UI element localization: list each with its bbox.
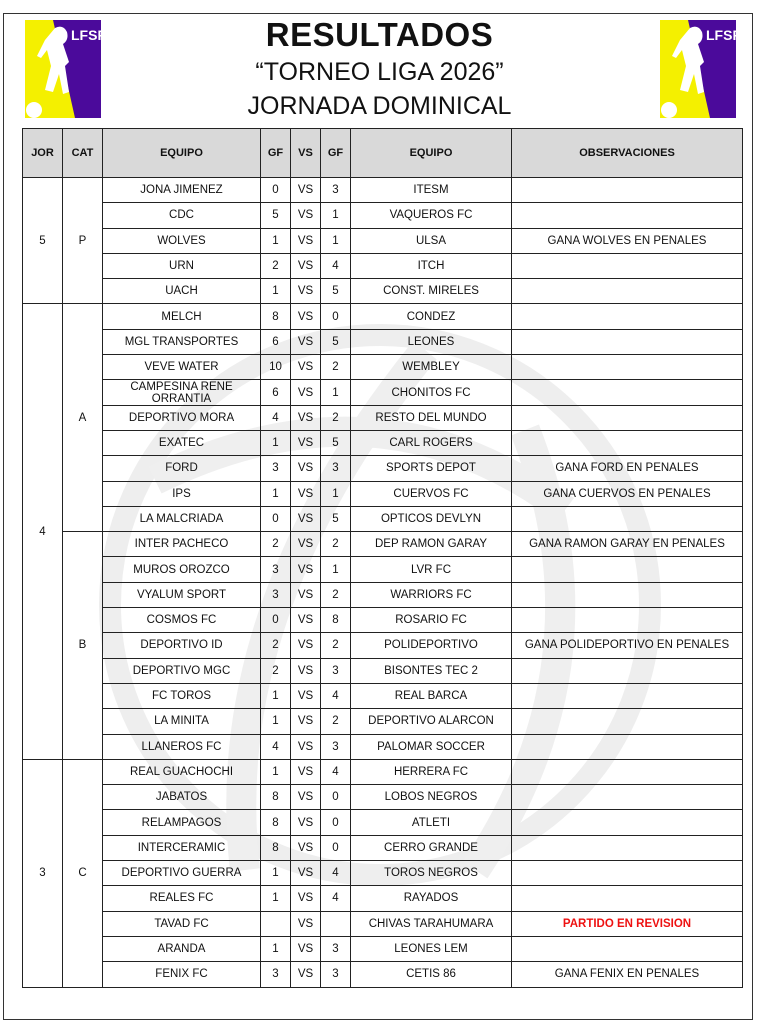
- table-row: [23, 430, 743, 455]
- vs-label: VS: [291, 304, 321, 329]
- observation: [512, 506, 743, 531]
- table-row: [23, 279, 743, 304]
- home-goals: 8: [261, 835, 291, 860]
- table-row: [23, 506, 743, 531]
- table-row: [23, 355, 743, 380]
- vs-label: VS: [291, 835, 321, 860]
- table-row: [23, 785, 743, 810]
- vs-label: VS: [291, 228, 321, 253]
- tournament-name: “TORNEO LIGA 2026”: [255, 58, 504, 86]
- home-team: IPS: [103, 481, 261, 506]
- home-goals: 8: [261, 785, 291, 810]
- home-team: MUROS OROZCO: [103, 557, 261, 582]
- observation: [512, 785, 743, 810]
- away-goals: 1: [321, 228, 351, 253]
- table-row: [23, 886, 743, 911]
- observation: [512, 355, 743, 380]
- vs-label: VS: [291, 658, 321, 683]
- table-row: [23, 456, 743, 481]
- away-goals: 2: [321, 532, 351, 557]
- away-team: LOBOS NEGROS: [351, 785, 512, 810]
- away-team: CETIS 86: [351, 962, 512, 987]
- home-team: EXATEC: [103, 430, 261, 455]
- vs-label: VS: [291, 582, 321, 607]
- observation: [512, 835, 743, 860]
- col-away-team: EQUIPO: [351, 129, 512, 178]
- table-row: [23, 178, 743, 203]
- observation: [512, 279, 743, 304]
- home-team: WOLVES: [103, 228, 261, 253]
- away-goals: 5: [321, 279, 351, 304]
- observation: [512, 683, 743, 708]
- table-row: [23, 962, 743, 987]
- vs-label: VS: [291, 456, 321, 481]
- away-team: CERRO GRANDE: [351, 835, 512, 860]
- away-goals: 4: [321, 886, 351, 911]
- away-goals: [321, 911, 351, 936]
- away-goals: 5: [321, 506, 351, 531]
- away-goals: 3: [321, 936, 351, 961]
- observation: [512, 557, 743, 582]
- away-goals: 4: [321, 861, 351, 886]
- table-row: [23, 658, 743, 683]
- away-goals: 5: [321, 329, 351, 354]
- away-team: RAYADOS: [351, 886, 512, 911]
- away-team: LVR FC: [351, 557, 512, 582]
- away-goals: 1: [321, 380, 351, 405]
- observation: [512, 203, 743, 228]
- home-team: MGL TRANSPORTES: [103, 329, 261, 354]
- home-goals: 3: [261, 582, 291, 607]
- away-goals: 3: [321, 734, 351, 759]
- observation: [512, 734, 743, 759]
- home-goals: 0: [261, 608, 291, 633]
- matchday-name: JORNADA DOMINICAL: [247, 92, 512, 120]
- vs-label: VS: [291, 253, 321, 278]
- observation: [512, 329, 743, 354]
- home-goals: 1: [261, 228, 291, 253]
- table-row: [23, 405, 743, 430]
- observation: [512, 810, 743, 835]
- home-team: LA MALCRIADA: [103, 506, 261, 531]
- home-team: FORD: [103, 456, 261, 481]
- col-cat: CAT: [63, 129, 103, 178]
- svg-text:LFSF: LFSF: [71, 27, 106, 43]
- home-team: INTER PACHECO: [103, 532, 261, 557]
- home-goals: 1: [261, 759, 291, 784]
- col-home-team: EQUIPO: [103, 129, 261, 178]
- home-goals: 3: [261, 456, 291, 481]
- page-title: RESULTADOS: [265, 16, 494, 53]
- table-row: [23, 861, 743, 886]
- home-team: JABATOS: [103, 785, 261, 810]
- observation: [512, 253, 743, 278]
- away-team: TOROS NEGROS: [351, 861, 512, 886]
- home-team: LA MINITA: [103, 709, 261, 734]
- away-team: LEONES: [351, 329, 512, 354]
- table-row: [23, 228, 743, 253]
- table-row: [23, 633, 743, 658]
- observation: [512, 936, 743, 961]
- home-goals: 1: [261, 279, 291, 304]
- away-team: LEONES LEM: [351, 936, 512, 961]
- col-jor: JOR: [23, 129, 63, 178]
- table-row: [23, 380, 743, 405]
- home-team: VEVE WATER: [103, 355, 261, 380]
- vs-label: VS: [291, 911, 321, 936]
- table-row: [23, 304, 743, 329]
- vs-label: VS: [291, 532, 321, 557]
- away-goals: 2: [321, 709, 351, 734]
- home-goals: 8: [261, 810, 291, 835]
- home-goals: 2: [261, 532, 291, 557]
- col-vs: VS: [291, 129, 321, 178]
- home-goals: 1: [261, 430, 291, 455]
- table-row: [23, 481, 743, 506]
- away-team: CONDEZ: [351, 304, 512, 329]
- vs-label: VS: [291, 962, 321, 987]
- home-goals: 2: [261, 253, 291, 278]
- away-team: POLIDEPORTIVO: [351, 633, 512, 658]
- home-goals: 8: [261, 304, 291, 329]
- home-goals: 1: [261, 481, 291, 506]
- table-row: [23, 810, 743, 835]
- home-team: COSMOS FC: [103, 608, 261, 633]
- home-goals: 1: [261, 886, 291, 911]
- observation: [512, 178, 743, 203]
- home-team: URN: [103, 253, 261, 278]
- home-goals: 6: [261, 329, 291, 354]
- home-goals: 1: [261, 683, 291, 708]
- away-team: RESTO DEL MUNDO: [351, 405, 512, 430]
- away-team: CONST. MIRELES: [351, 279, 512, 304]
- vs-label: VS: [291, 759, 321, 784]
- observation: GANA FENIX EN PENALES: [512, 962, 743, 987]
- vs-label: VS: [291, 279, 321, 304]
- observation: [512, 886, 743, 911]
- vs-label: VS: [291, 329, 321, 354]
- away-team: CHONITOS FC: [351, 380, 512, 405]
- table-row: [23, 759, 743, 784]
- table-row: [23, 203, 743, 228]
- home-goals: 0: [261, 178, 291, 203]
- observation: [512, 405, 743, 430]
- away-goals: 4: [321, 253, 351, 278]
- away-goals: 0: [321, 835, 351, 860]
- away-team: WEMBLEY: [351, 355, 512, 380]
- observation: [512, 759, 743, 784]
- home-team: LLANEROS FC: [103, 734, 261, 759]
- observation: PARTIDO EN REVISION: [512, 911, 743, 936]
- home-goals: 1: [261, 861, 291, 886]
- header-row: [23, 129, 743, 178]
- table-row: [23, 329, 743, 354]
- observation: GANA RAMON GARAY EN PENALES: [512, 532, 743, 557]
- vs-label: VS: [291, 936, 321, 961]
- away-goals: 3: [321, 962, 351, 987]
- home-team: VYALUM SPORT: [103, 582, 261, 607]
- table-row: [23, 936, 743, 961]
- vs-label: VS: [291, 178, 321, 203]
- home-goals: 4: [261, 405, 291, 430]
- observation: GANA FORD EN PENALES: [512, 456, 743, 481]
- observation: [512, 608, 743, 633]
- away-team: SPORTS DEPOT: [351, 456, 512, 481]
- table-row: [23, 532, 743, 557]
- vs-label: VS: [291, 430, 321, 455]
- home-team: CAMPESINA RENE ORRANTIA: [103, 380, 261, 405]
- away-team: HERRERA FC: [351, 759, 512, 784]
- home-goals: 3: [261, 557, 291, 582]
- observation: [512, 380, 743, 405]
- vs-label: VS: [291, 405, 321, 430]
- home-goals: 5: [261, 203, 291, 228]
- away-goals: 1: [321, 203, 351, 228]
- vs-label: VS: [291, 203, 321, 228]
- observation: [512, 658, 743, 683]
- home-team: INTERCERAMIC: [103, 835, 261, 860]
- category-cell: A: [63, 304, 103, 532]
- away-team: DEP RAMON GARAY: [351, 532, 512, 557]
- vs-label: VS: [291, 506, 321, 531]
- home-team: CDC: [103, 203, 261, 228]
- home-team: DEPORTIVO ID: [103, 633, 261, 658]
- col-observations: OBSERVACIONES: [512, 129, 743, 178]
- svg-text:LFSF: LFSF: [706, 27, 741, 43]
- jornada-cell: 5: [23, 178, 63, 304]
- away-goals: 5: [321, 430, 351, 455]
- vs-label: VS: [291, 380, 321, 405]
- observation: GANA WOLVES EN PENALES: [512, 228, 743, 253]
- away-goals: 3: [321, 178, 351, 203]
- vs-label: VS: [291, 734, 321, 759]
- away-goals: 4: [321, 759, 351, 784]
- table-row: [23, 557, 743, 582]
- home-team: REAL GUACHOCHI: [103, 759, 261, 784]
- home-goals: 0: [261, 506, 291, 531]
- away-goals: 0: [321, 785, 351, 810]
- home-team: JONA JIMENEZ: [103, 178, 261, 203]
- home-team: ARANDA: [103, 936, 261, 961]
- home-goals: 2: [261, 633, 291, 658]
- observation: GANA POLIDEPORTIVO EN PENALES: [512, 633, 743, 658]
- table-row: [23, 608, 743, 633]
- home-goals: 1: [261, 936, 291, 961]
- away-team: BISONTES TEC 2: [351, 658, 512, 683]
- away-goals: 2: [321, 582, 351, 607]
- table-row: [23, 709, 743, 734]
- away-team: PALOMAR SOCCER: [351, 734, 512, 759]
- observation: [512, 861, 743, 886]
- away-team: REAL BARCA: [351, 683, 512, 708]
- away-team: CUERVOS FC: [351, 481, 512, 506]
- vs-label: VS: [291, 709, 321, 734]
- away-goals: 8: [321, 608, 351, 633]
- vs-label: VS: [291, 683, 321, 708]
- home-goals: 2: [261, 658, 291, 683]
- vs-label: VS: [291, 886, 321, 911]
- vs-label: VS: [291, 557, 321, 582]
- home-team: UACH: [103, 279, 261, 304]
- col-home-goals: GF: [261, 129, 291, 178]
- home-team: FENIX FC: [103, 962, 261, 987]
- observation: GANA CUERVOS EN PENALES: [512, 481, 743, 506]
- away-team: ATLETI: [351, 810, 512, 835]
- away-goals: 2: [321, 633, 351, 658]
- away-team: ULSA: [351, 228, 512, 253]
- away-team: OPTICOS DEVLYN: [351, 506, 512, 531]
- jornada-cell: 3: [23, 759, 63, 987]
- vs-label: VS: [291, 785, 321, 810]
- table-row: [23, 911, 743, 936]
- home-goals: 4: [261, 734, 291, 759]
- home-goals: 3: [261, 962, 291, 987]
- home-team: DEPORTIVO MORA: [103, 405, 261, 430]
- home-goals: 10: [261, 355, 291, 380]
- table-row: [23, 835, 743, 860]
- away-goals: 3: [321, 658, 351, 683]
- away-goals: 1: [321, 481, 351, 506]
- home-team: DEPORTIVO MGC: [103, 658, 261, 683]
- vs-label: VS: [291, 861, 321, 886]
- away-goals: 4: [321, 683, 351, 708]
- vs-label: VS: [291, 633, 321, 658]
- away-goals: 3: [321, 456, 351, 481]
- vs-label: VS: [291, 810, 321, 835]
- home-team: REALES FC: [103, 886, 261, 911]
- away-team: CHIVAS TARAHUMARA: [351, 911, 512, 936]
- away-team: WARRIORS FC: [351, 582, 512, 607]
- away-team: ROSARIO FC: [351, 608, 512, 633]
- table-row: [23, 734, 743, 759]
- away-goals: 2: [321, 355, 351, 380]
- away-team: DEPORTIVO ALARCON: [351, 709, 512, 734]
- jornada-cell: 4: [23, 304, 63, 759]
- category-cell: C: [63, 759, 103, 987]
- vs-label: VS: [291, 355, 321, 380]
- home-team: FC TOROS: [103, 683, 261, 708]
- home-goals: 1: [261, 709, 291, 734]
- col-away-goals: GF: [321, 129, 351, 178]
- observation: [512, 582, 743, 607]
- away-team: CARL ROGERS: [351, 430, 512, 455]
- vs-label: VS: [291, 481, 321, 506]
- table-row: [23, 582, 743, 607]
- observation: [512, 430, 743, 455]
- home-goals: 6: [261, 380, 291, 405]
- results-table: [22, 128, 743, 988]
- away-goals: 2: [321, 405, 351, 430]
- results-body: [23, 178, 743, 988]
- away-goals: 0: [321, 810, 351, 835]
- away-team: VAQUEROS FC: [351, 203, 512, 228]
- home-team: MELCH: [103, 304, 261, 329]
- home-team: RELAMPAGOS: [103, 810, 261, 835]
- home-team: TAVAD FC: [103, 911, 261, 936]
- away-team: ITESM: [351, 178, 512, 203]
- table-row: [23, 253, 743, 278]
- away-goals: 1: [321, 557, 351, 582]
- home-goals: [261, 911, 291, 936]
- away-goals: 0: [321, 304, 351, 329]
- category-cell: B: [63, 532, 103, 760]
- observation: [512, 709, 743, 734]
- vs-label: VS: [291, 608, 321, 633]
- away-team: ITCH: [351, 253, 512, 278]
- observation: [512, 304, 743, 329]
- category-cell: P: [63, 178, 103, 304]
- table-row: [23, 683, 743, 708]
- home-team: DEPORTIVO GUERRA: [103, 861, 261, 886]
